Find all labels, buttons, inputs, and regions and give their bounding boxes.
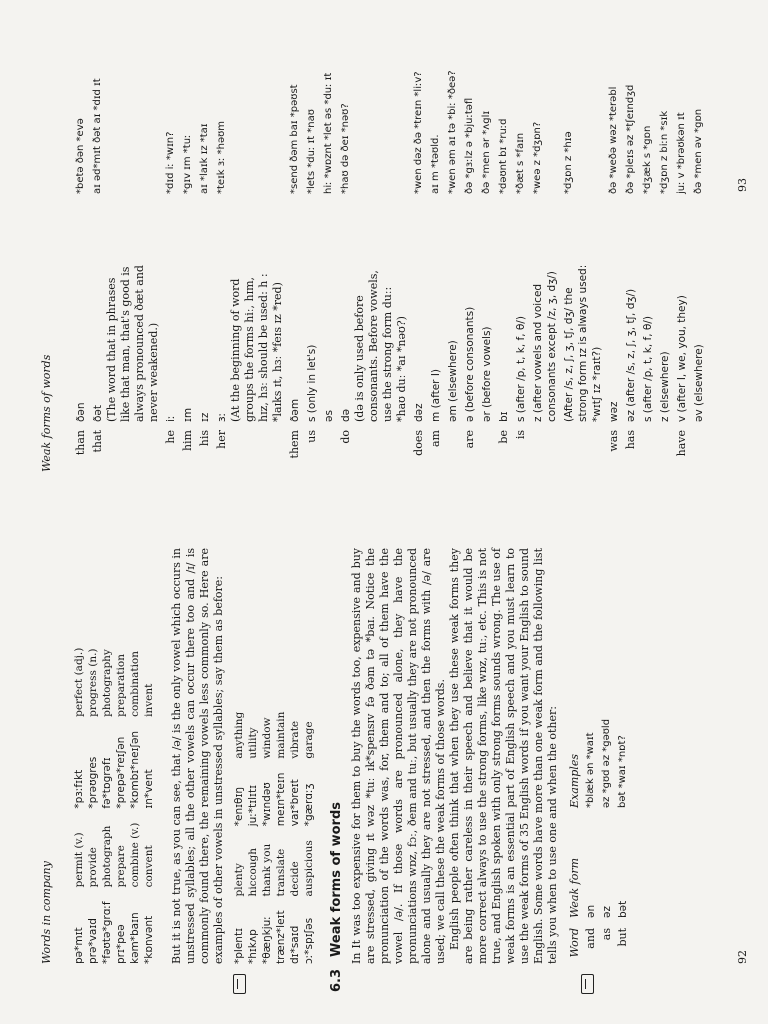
weak-form: ən xyxy=(585,904,597,918)
weak-form: əs xyxy=(323,410,335,422)
spelling: garage xyxy=(303,721,315,759)
transcription: *pɜːfɪkt xyxy=(73,769,85,809)
word-row xyxy=(114,634,128,964)
weak-form-row xyxy=(322,64,337,470)
weak-form-row xyxy=(624,64,639,470)
word: us xyxy=(305,430,318,443)
weak-form-cell xyxy=(531,256,560,422)
spelling: hiccough xyxy=(247,847,259,897)
example: juː v *brəʊkən ɪt xyxy=(676,112,687,194)
word-row xyxy=(288,698,302,964)
spelling: provide xyxy=(87,847,99,888)
transcription: prə*vaɪd xyxy=(87,918,99,964)
spelling: decide xyxy=(289,861,301,897)
weak-form-row xyxy=(91,64,162,470)
spelling: translate xyxy=(275,848,287,897)
word-row xyxy=(72,634,86,964)
example: *wen dəz ðə *treɪn *liːv? xyxy=(413,71,424,194)
weak-form: ər (before vowels) xyxy=(481,326,493,422)
weak-form-cell xyxy=(480,256,495,422)
weak-form-cell xyxy=(322,256,337,422)
weak-form-cell xyxy=(339,256,410,422)
word-row xyxy=(246,698,260,964)
weak-form: s (after /p, t, k, f, θ/) xyxy=(642,316,654,422)
weak-form: ðən xyxy=(75,402,87,422)
weak-form: əz xyxy=(601,906,613,918)
weak-form-cell xyxy=(514,256,529,422)
weak-form: m (after I) xyxy=(430,368,442,422)
example: *betə ðən *evə xyxy=(75,118,86,194)
word-row xyxy=(232,698,246,964)
example: aɪ m *təʊld. xyxy=(430,134,441,194)
word: do xyxy=(339,430,352,444)
word xyxy=(480,424,495,470)
word: his xyxy=(198,430,211,447)
cassette-icon xyxy=(232,974,246,994)
weak-form-cell xyxy=(412,256,427,422)
example: bət *waɪ *nɒt? xyxy=(617,735,628,808)
word xyxy=(322,424,337,470)
transcription: fə*tɒgrəfɪ xyxy=(101,757,113,809)
word: was xyxy=(607,430,620,452)
usage-note: (The word that in phrases like that man, that's good is always pronounced ðæt and never weakened.) xyxy=(105,265,160,422)
spelling: auspicious xyxy=(303,840,315,897)
spelling: vibrate xyxy=(289,720,301,759)
weak-form-row xyxy=(497,64,512,470)
example: *dɪd iː *wɪn? xyxy=(165,131,176,194)
weak-form-row xyxy=(164,64,179,470)
usage-note: (At the beginning of word groups the forms hiː, hɪm, hɪz, hɜː should be used: h : *laɪks ɪt, hɜː *feɪs ɪz *red) xyxy=(229,273,284,422)
weak-form-row xyxy=(607,64,622,470)
transcription: *prəʊgres xyxy=(87,756,99,809)
weak-form-cell xyxy=(658,256,673,422)
transcription: *fəʊtə*grɑːf xyxy=(101,901,113,964)
weak-form-cell xyxy=(497,256,512,422)
transcription: *wɪndəʊ xyxy=(261,782,273,827)
example: *wen əm aɪ tə *biː *ðeə? xyxy=(447,70,458,194)
word: than xyxy=(74,430,87,456)
example: əz *gʊd əz *gəʊld xyxy=(601,718,612,808)
weak-form-cell xyxy=(562,256,605,422)
transcription: pə*mɪt xyxy=(73,927,85,964)
weak-form-cell xyxy=(624,256,639,422)
example: aɪ *laɪk ɪz *taɪ xyxy=(199,123,210,194)
spelling: perfect (adj.) xyxy=(73,647,85,717)
weak-form: s (only in let's) xyxy=(306,344,318,422)
weak-form-cell xyxy=(164,256,179,422)
section-title: Weak forms of words xyxy=(329,802,344,957)
transcription: ɔː*spɪʃəs xyxy=(303,917,315,964)
weak-form-cell xyxy=(429,256,444,422)
transcription: meɪn*teɪn xyxy=(275,772,287,827)
example: *lets *duː ɪt *naʊ xyxy=(306,109,317,194)
word: them xyxy=(288,430,301,459)
weak-form: ðəm xyxy=(289,398,301,422)
spelling: invent xyxy=(143,683,155,717)
weak-form-cell xyxy=(675,256,690,422)
weak-form-row xyxy=(641,64,656,470)
transcription: *enɪθɪŋ xyxy=(233,786,245,827)
example: ðə *weðə wəz *terəbl xyxy=(608,86,619,194)
weak-form-row xyxy=(305,64,320,470)
paragraph-weak-forms-usage: English people often think that when they use these weak forms they are being rather careless in their speech and believe that it would be more correct always to use the strong forms, like wɒz, tuː, etc. This is not true, and English spoken with only strong forms sounds wrong. The use of weak forms is an essential part of English speech and you must learn to use the weak forms of 35 English words if you want your English to sound English. Some words have more than one weak form and the following list tells you when to use one and when the other: xyxy=(448,548,559,964)
weak-form-row xyxy=(429,64,444,470)
transcription: *prepə*reɪʃən xyxy=(115,736,127,809)
word xyxy=(446,424,461,470)
word xyxy=(641,424,656,470)
weak-form: z (elsewhere) xyxy=(659,351,671,422)
spelling: anything xyxy=(233,711,245,759)
spelling: photograph xyxy=(101,825,113,888)
word-row xyxy=(302,698,316,964)
transcription: *kɒmbɪ*neɪʃən xyxy=(129,730,141,809)
weak-form-row xyxy=(531,64,560,470)
word xyxy=(562,424,605,470)
weak-form: bɪ xyxy=(498,411,510,422)
weak-form-row xyxy=(446,64,461,470)
weak-forms-table-right xyxy=(72,62,709,472)
example: hiː *wɒznt *let əs *duː ɪt xyxy=(323,72,334,194)
running-head-left: Words in company xyxy=(40,861,53,964)
spelling: progress (n.) xyxy=(87,648,99,717)
example: *send ðəm baɪ *pəʊst xyxy=(289,84,300,194)
weak-form: əv (elsewhere) xyxy=(693,344,705,422)
weak-form: dəz xyxy=(413,403,425,422)
weak-form-row xyxy=(339,64,410,470)
spelling: prepare xyxy=(115,845,127,888)
weak-form-row xyxy=(480,64,495,470)
weak-form: z (after vowels and voiced consonants except /z, ʒ, dʒ/) xyxy=(532,271,558,422)
column-header-word: Word xyxy=(568,928,581,958)
word: her xyxy=(215,430,228,449)
weak-forms-table-left xyxy=(566,709,632,964)
section-heading xyxy=(330,548,344,992)
paragraph-weak-forms-intro: In It was too expensive for them to buy the words too, expensive and buy are stressed, giving ɪt wəz *tuː ɪk*spensɪv fə ðəm tə *baɪ. Notice the pronunciation of the words was, for, them and to; all of them have the vowel /ə/. If those words are pronounced alone, they have the pronunciations wɒz, fɔː, ðem and tuː, but usually they are not pronounced alone and usually they are not stressed, and then the forms with /ə/ are used; we call these the weak forms of those words. xyxy=(350,548,447,964)
word-table-1 xyxy=(72,634,156,964)
column-header-examples: Examples xyxy=(568,754,581,808)
example: aɪ əd*mɪt ðət aɪ *dɪd ɪt xyxy=(92,78,103,194)
cassette-icon xyxy=(580,974,594,994)
spelling: plenty xyxy=(233,863,245,897)
word: has xyxy=(624,430,637,450)
weak-form-row xyxy=(514,64,529,470)
transcription: *gærɑːʒ xyxy=(303,783,315,827)
weak-form-cell xyxy=(91,256,162,422)
spelling: combine (v.) xyxy=(129,822,141,888)
example: ðə *men əv *gɒn xyxy=(693,108,704,194)
weak-form: də xyxy=(340,408,352,422)
example: ðə *men ər *ʌglɪ xyxy=(481,110,492,194)
word xyxy=(692,424,707,470)
weak-form-cell xyxy=(305,256,320,422)
example: *haʊ də ðeɪ *nəʊ? xyxy=(340,103,351,194)
word: that xyxy=(91,430,104,453)
weak-form-row xyxy=(412,64,427,470)
weak-form: iː xyxy=(165,415,177,422)
section-number: 6.3 xyxy=(329,968,344,992)
example: ðə *pleɪs əz *tʃeɪndʒd xyxy=(625,84,636,194)
word-row xyxy=(100,634,114,964)
word: be xyxy=(497,430,510,444)
spelling: utility xyxy=(247,727,259,759)
weak-form: ɪz xyxy=(199,412,211,422)
page-number-left: 92 xyxy=(736,950,749,964)
example: *dəʊnt bɪ *ruːd xyxy=(498,118,509,194)
weak-form-cell xyxy=(692,256,707,422)
weak-form-cell xyxy=(607,256,622,422)
word-row xyxy=(260,698,274,964)
word: are xyxy=(463,430,476,449)
weak-form: (After /s, z, ʃ, ʒ, tʃ, dʒ/ the strong form ɪz is always used: *wɪtʃ ɪz *raɪt?) xyxy=(563,264,603,422)
example: *ðæt s *faɪn xyxy=(515,132,526,194)
weak-form-cell xyxy=(641,256,656,422)
weak-form-cell xyxy=(181,256,196,422)
weak-form: s (after /p, t, k, f, θ/) xyxy=(515,316,527,422)
word: is xyxy=(514,430,527,440)
spelling: maintain xyxy=(275,711,287,759)
word xyxy=(658,424,673,470)
transcription: prɪ*peə xyxy=(115,924,127,964)
weak-form: wəz xyxy=(608,401,620,422)
weak-form-row xyxy=(692,64,707,470)
word: but xyxy=(616,928,629,947)
weak-form-cell xyxy=(288,256,303,422)
transcription: juː*tɪlɪtɪ xyxy=(247,785,259,827)
word: he xyxy=(164,430,177,444)
weak-form-row xyxy=(616,711,630,962)
weak-form-row xyxy=(198,64,213,470)
example: *dʒæk s *gɒn xyxy=(642,125,653,194)
transcription: ɪn*vent xyxy=(143,769,155,809)
column-header-weak-form: Weak form xyxy=(568,857,581,918)
weak-form-row xyxy=(463,64,478,470)
spelling: convent xyxy=(143,845,155,888)
weak-form: ɪm xyxy=(182,407,194,422)
transcription: *θæŋkjuː xyxy=(261,916,273,964)
transcription: *hɪkʌp xyxy=(247,929,259,964)
weak-form-row xyxy=(658,64,673,470)
example: *teɪk ɜː *həʊm xyxy=(216,120,227,194)
example: *blæk ən *waɪt xyxy=(585,732,596,808)
usage-note: (də is only used before consonants. Before vowels, use the strong form duː: *haʊ duː *aɪ *nəʊ?) xyxy=(353,270,408,422)
word: have xyxy=(675,430,688,457)
transcription: trænz*leɪt xyxy=(275,910,287,964)
weak-form-row xyxy=(562,64,605,470)
word-row xyxy=(274,698,288,964)
weak-form-row xyxy=(215,64,286,470)
transcription: *kɒnvənt xyxy=(143,915,155,964)
example: ðə *gɜːlz ə *bjuːtəfl xyxy=(464,97,475,194)
weak-form-row xyxy=(600,711,614,962)
word: as xyxy=(600,928,613,941)
transcription: vaɪ*breɪt xyxy=(289,779,301,827)
word: am xyxy=(429,430,442,447)
spelling: photography xyxy=(101,649,113,717)
weak-form-cell xyxy=(198,256,213,422)
example: *weə z *dʒɒn? xyxy=(532,121,543,194)
word: him xyxy=(181,430,194,452)
weak-form: ə (before consonants) xyxy=(464,306,476,422)
word-row xyxy=(86,634,100,964)
spelling: thank you xyxy=(261,843,273,897)
word-table-2 xyxy=(232,698,316,964)
weak-form-row xyxy=(74,64,89,470)
example: *dʒɒn z biːn *sɪk xyxy=(659,110,670,194)
weak-form-cell xyxy=(463,256,478,422)
spelling: preparation xyxy=(115,654,127,717)
weak-form: ɜː xyxy=(216,412,228,422)
running-head-right: Weak forms of words xyxy=(40,354,53,472)
weak-form: v (after I, we, you, they) xyxy=(676,295,688,422)
word-row xyxy=(128,634,142,964)
transcription: dɪ*saɪd xyxy=(289,925,301,964)
weak-form: bət xyxy=(617,900,629,918)
word xyxy=(531,424,560,470)
weak-form: ðət xyxy=(92,404,104,422)
spelling: window xyxy=(261,717,273,759)
weak-form-row xyxy=(675,64,690,470)
weak-form-cell xyxy=(74,256,89,422)
spelling: permit (v.) xyxy=(73,832,85,888)
example: *dʒɒn z *hɪə xyxy=(563,131,574,194)
page-number-right: 93 xyxy=(736,178,749,192)
weak-form-row xyxy=(584,711,598,962)
spelling: combination xyxy=(129,650,141,717)
word: does xyxy=(412,430,425,456)
weak-form-cell xyxy=(215,256,286,422)
transcription: *plentɪ xyxy=(233,928,245,964)
page-left xyxy=(0,512,768,1024)
weak-form: əm (elsewhere) xyxy=(447,340,459,422)
weak-form: əz (after /s, z, ʃ, ʒ, tʃ, dʒ/) xyxy=(625,288,637,422)
word: and xyxy=(584,928,597,949)
weak-form-cell xyxy=(446,256,461,422)
paragraph-unstressed-vowels: But it is not true, as you can see, that /ə/ is the only vowel which occurs in unstressed syllables; all the other vowels can occur there too and /ɪ/ is commonly found there, the remaining vowels less commonly so. Here are examples of other vowels in unstressed syllables; say them as before: xyxy=(170,548,225,964)
word-row xyxy=(142,634,156,964)
weak-form-row xyxy=(181,64,196,470)
transcription: kəm*baɪn xyxy=(129,912,141,964)
weak-form-row xyxy=(288,64,303,470)
example: *gɪv ɪm *tuː xyxy=(182,134,193,194)
